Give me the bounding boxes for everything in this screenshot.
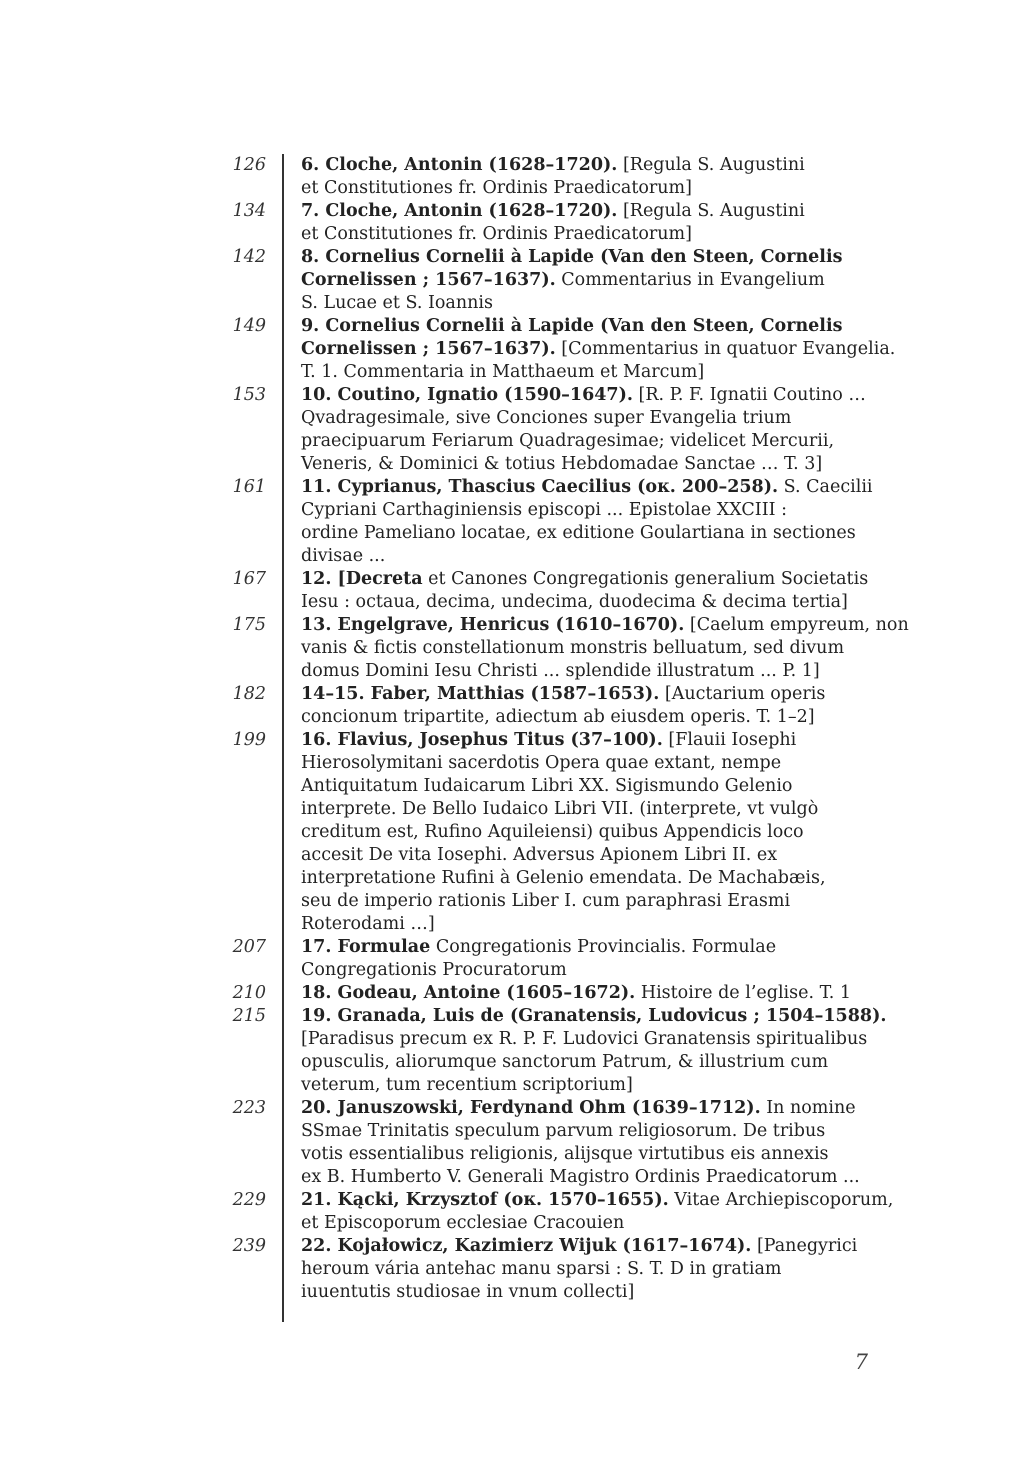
- entry-text: iuuentutis studiosae in vnum collecti]: [301, 1282, 635, 1302]
- entry-text: [Regula S. Augustini: [617, 155, 805, 175]
- entry-line: [301, 430, 871, 453]
- entry-page-number: 142: [232, 247, 266, 267]
- entry-text: [Auctarium operis: [659, 684, 826, 704]
- entry-text: Histoire de l’eglise. T. 1: [635, 983, 851, 1003]
- entry-text: opusculis, aliorumque sanctorum Patrum, & illustrium cum: [301, 1052, 829, 1072]
- toc-entry: [0, 936, 1022, 982]
- entry-text: SSmae Trinitatis speculum parvum religiosorum. De tribus: [301, 1121, 826, 1141]
- entry-text: T. 1. Commentaria in Matthaeum et Marcum]: [301, 362, 705, 382]
- entry-line: [301, 1212, 871, 1235]
- entry-heading: 17. Formulae: [301, 937, 431, 957]
- entry-text: divisae ...: [301, 546, 386, 566]
- entry-text: Qvadragesimale, sive Conciones super Evangelia trium: [301, 408, 792, 428]
- entry-line: [301, 1258, 871, 1281]
- entry-text: Commentarius in Evangelium: [555, 270, 825, 290]
- entry-text: et Constitutiones fr. Ordinis Praedicatorum]: [301, 178, 692, 198]
- entry-description: [301, 315, 896, 384]
- entry-heading: 6. Cloche, Antonin (1628–1720).: [301, 155, 618, 175]
- entry-description: [301, 1005, 887, 1097]
- entry-text: [Caelum empyreum, non: [684, 615, 909, 635]
- entry-text: Hierosolymitani sacerdotis Opera quae extant, nempe: [301, 753, 782, 773]
- entry-heading: Cornelissen ; 1567–1637).: [301, 339, 556, 359]
- entry-line: [301, 913, 871, 936]
- toc-entry: [0, 154, 1022, 200]
- entry-text: Congregationis Procuratorum: [301, 960, 567, 980]
- entry-page-number: 153: [232, 385, 266, 405]
- entry-heading: 13. Engelgrave, Henricus (1610–1670).: [301, 615, 685, 635]
- entry-line: [301, 154, 871, 177]
- entry-heading: 8. Cornelius Cornelii à Lapide (Van den Steen, Cornelis: [301, 247, 843, 267]
- entry-heading: 22. Kojałowicz, Kazimierz Wijuk (1617–1674).: [301, 1236, 752, 1256]
- entry-text: ordine Pameliano locatae, ex editione Goulartiana in sectiones: [301, 523, 856, 543]
- entry-line: [301, 660, 871, 683]
- entry-line: [301, 844, 871, 867]
- entry-line: [301, 223, 871, 246]
- entry-line: [301, 729, 871, 752]
- entry-line: [301, 384, 871, 407]
- toc-entry: [0, 200, 1022, 246]
- toc-entry: [0, 982, 1022, 1005]
- entry-line: [301, 1051, 871, 1074]
- entry-heading: 21. Kącki, Krzysztof (ок. 1570–1655).: [301, 1190, 669, 1210]
- entry-text: [Panegyrici: [751, 1236, 858, 1256]
- entry-line: [301, 959, 871, 982]
- entry-line: [301, 269, 871, 292]
- entry-line: [301, 683, 871, 706]
- toc-entry: [0, 1235, 1022, 1304]
- entry-heading: 16. Flavius, Josephus Titus (37–100).: [301, 730, 663, 750]
- entry-heading: 18. Godeau, Antoine (1605–1672).: [301, 983, 636, 1003]
- entry-page-number: 175: [232, 615, 266, 635]
- entry-text: vanis & fictis constellationum monstris belluatum, sed divum: [301, 638, 845, 658]
- entry-text: [Commentarius in quatuor Evangelia.: [555, 339, 896, 359]
- entry-page-number: 199: [232, 730, 266, 750]
- entry-line: [301, 936, 871, 959]
- entry-text: [Regula S. Augustini: [617, 201, 805, 221]
- toc-entry: [0, 614, 1022, 683]
- toc-entry: [0, 476, 1022, 568]
- entry-heading: Cornelissen ; 1567–1637).: [301, 270, 556, 290]
- entry-line: [301, 867, 871, 890]
- entry-text: Congregationis Provincialis. Formulae: [430, 937, 777, 957]
- entry-text: Veneris, & Dominici & totius Hebdomadae Sanctae … T. 3]: [301, 454, 823, 474]
- entry-description: [301, 1189, 894, 1235]
- entry-text: veterum, tum recentium scriptorium]: [301, 1075, 633, 1095]
- entry-text: [R. P. F. Ignatii Coutino …: [632, 385, 866, 405]
- entry-line: [301, 361, 871, 384]
- entry-line: [301, 246, 871, 269]
- entry-line: [301, 821, 871, 844]
- entry-text: ex B. Humberto V. Generali Magistro Ordinis Praedicatorum ...: [301, 1167, 860, 1187]
- entry-line: [301, 591, 871, 614]
- entry-line: [301, 453, 871, 476]
- entry-line: [301, 1074, 871, 1097]
- entry-text: Antiquitatum Iudaicarum Libri XX. Sigismundo Gelenio: [301, 776, 793, 796]
- entry-text: et Canones Congregationis generalium Societatis: [422, 569, 869, 589]
- entry-line: [301, 1166, 871, 1189]
- entry-description: [301, 200, 871, 246]
- entry-text: accesit De vita Iosephi. Adversus Apionem Libri II. ex: [301, 845, 778, 865]
- entry-line: [301, 1097, 871, 1120]
- entry-line: [301, 1143, 871, 1166]
- page-number: 7: [854, 1350, 868, 1374]
- entry-page-number: 126: [232, 155, 266, 175]
- entry-text: et Episcoporum ecclesiae Cracouien: [301, 1213, 625, 1233]
- entry-heading: 14–15. Faber, Matthias (1587–1653).: [301, 684, 660, 704]
- entry-description: [301, 1097, 871, 1189]
- entry-text: Cypriani Carthaginiensis episcopi ... Epistolae XXCIII :: [301, 500, 788, 520]
- entry-line: [301, 568, 871, 591]
- entry-line: [301, 476, 871, 499]
- entry-line: [301, 614, 909, 637]
- entry-page-number: 182: [232, 684, 266, 704]
- toc-entry: [0, 384, 1022, 476]
- entry-page-number: 161: [232, 477, 266, 497]
- entry-line: [301, 200, 871, 223]
- entry-description: [301, 729, 871, 936]
- entry-page-number: 167: [232, 569, 266, 589]
- entry-text: Roterodami …]: [301, 914, 435, 934]
- toc-entry: [0, 683, 1022, 729]
- entry-heading: 20. Januszowski, Ferdynand Ohm (1639–1712).: [301, 1098, 761, 1118]
- toc-entry: [0, 246, 1022, 315]
- entry-description: [301, 384, 871, 476]
- entry-text: interprete. De Bello Iudaico Libri VII. (interprete, vt vulgò: [301, 799, 819, 819]
- entry-heading: 11. Cyprianus, Thascius Caecilius (ок. 200–258).: [301, 477, 779, 497]
- entry-line: [301, 338, 896, 361]
- entry-heading: 10. Coutino, Ignatio (1590–1647).: [301, 385, 633, 405]
- entry-text: Vitae Archiepiscoporum,: [668, 1190, 894, 1210]
- entry-text: heroum vária antehac manu sparsi : S. T. D in gratiam: [301, 1259, 782, 1279]
- entry-page-number: 223: [232, 1098, 266, 1118]
- entry-text: In nomine: [760, 1098, 856, 1118]
- entry-heading: 12. [Decreta: [301, 569, 423, 589]
- entry-text: Iesu : octaua, decima, undecima, duodecima & decima tertia]: [301, 592, 848, 612]
- entry-page-number: 210: [232, 983, 266, 1003]
- toc-entry: [0, 315, 1022, 384]
- entry-page-number: 207: [232, 937, 266, 957]
- entry-line: [301, 1120, 871, 1143]
- entry-page-number: 149: [232, 316, 266, 336]
- toc-entry: [0, 568, 1022, 614]
- entry-line: [301, 982, 871, 1005]
- entry-text: seu de imperio rationis Liber I. cum paraphrasi Erasmi: [301, 891, 791, 911]
- entry-description: [301, 1235, 871, 1304]
- entry-heading: 19. Granada, Luis de (Granatensis, Ludovicus ; 1504–1588).: [301, 1006, 887, 1026]
- table-of-contents: [0, 154, 1022, 1304]
- entry-line: [301, 1189, 894, 1212]
- entry-heading: 7. Cloche, Antonin (1628–1720).: [301, 201, 618, 221]
- entry-text: S. Lucae et S. Ioannis: [301, 293, 493, 313]
- entry-text: et Constitutiones fr. Ordinis Praedicatorum]: [301, 224, 692, 244]
- entry-page-number: 229: [232, 1190, 266, 1210]
- entry-line: [301, 545, 871, 568]
- entry-text: concionum tripartite, adiectum ab eiusdem operis. T. 1–2]: [301, 707, 815, 727]
- entry-description: [301, 476, 871, 568]
- entry-line: [301, 775, 871, 798]
- entry-line: [301, 499, 871, 522]
- entry-description: [301, 683, 871, 729]
- entry-line: [301, 315, 871, 338]
- entry-description: [301, 568, 871, 614]
- entry-description: [301, 246, 871, 315]
- entry-line: [301, 637, 871, 660]
- entry-text: domus Domini Iesu Christi ... splendide illustratum ... P. 1]: [301, 661, 820, 681]
- toc-entry: [0, 1005, 1022, 1097]
- entry-line: [301, 292, 871, 315]
- entry-description: [301, 154, 871, 200]
- toc-entry: [0, 1189, 1022, 1235]
- entry-line: [301, 890, 871, 913]
- entry-line: [301, 1235, 871, 1258]
- entry-line: [301, 407, 871, 430]
- entry-line: [301, 752, 871, 775]
- entry-line: [301, 1005, 887, 1028]
- entry-text: votis essentialibus religionis, alijsque virtutibus eis annexis: [301, 1144, 829, 1164]
- entry-line: [301, 522, 871, 545]
- entry-description: [301, 936, 871, 982]
- entry-text: interpretatione Rufini à Gelenio emendata. De Machabæis,: [301, 868, 826, 888]
- entry-heading: 9. Cornelius Cornelii à Lapide (Van den Steen, Cornelis: [301, 316, 843, 336]
- entry-text: praecipuarum Feriarum Quadragesimae; videlicet Mercurii,: [301, 431, 835, 451]
- entry-description: [301, 614, 909, 683]
- entry-line: [301, 706, 871, 729]
- entry-text: S. Caecilii: [778, 477, 873, 497]
- toc-entry: [0, 729, 1022, 936]
- entry-page-number: 215: [232, 1006, 266, 1026]
- toc-entry: [0, 1097, 1022, 1189]
- entry-line: [301, 177, 871, 200]
- entry-line: [301, 1281, 871, 1304]
- entry-text: creditum est, Rufino Aquileiensi) quibus Appendicis loco: [301, 822, 804, 842]
- entry-text: [Paradisus precum ex R. P. F. Ludovici Granatensis spiritualibus: [301, 1029, 868, 1049]
- entry-line: [301, 1028, 871, 1051]
- entry-line: [301, 798, 871, 821]
- entry-page-number: 134: [232, 201, 266, 221]
- entry-description: [301, 982, 871, 1005]
- entry-text: [Flauii Iosephi: [662, 730, 797, 750]
- entry-page-number: 239: [232, 1236, 266, 1256]
